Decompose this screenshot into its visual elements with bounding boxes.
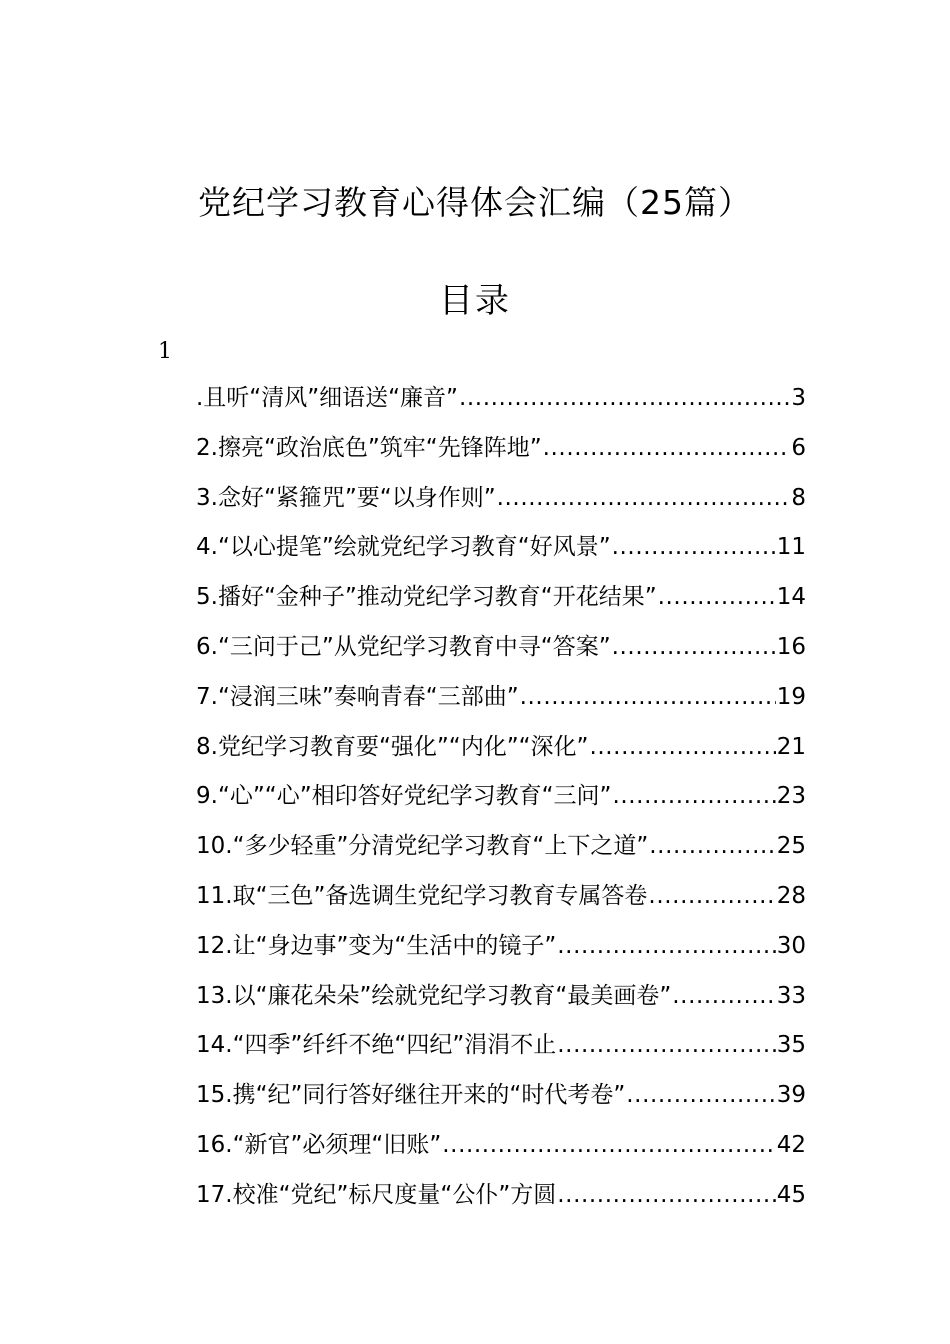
toc-entry-title: 14.“四季”纤纤不绝“四纪”涓涓不止 (196, 1032, 557, 1059)
toc-leader-dots (648, 872, 775, 922)
toc-entry[interactable] (196, 922, 806, 972)
toc-entry-page-number: 30 (776, 932, 806, 959)
toc-entry-title: 7.“浸润三味”奏响青春“三部曲” (196, 683, 519, 710)
toc-leader-dots (557, 922, 775, 972)
toc-entry-title: 6.“三问于己”从党纪学习教育中寻“答案” (196, 633, 611, 660)
toc-entry-page-number: 21 (776, 733, 806, 760)
toc-leader-dots (497, 474, 791, 524)
toc-entry-page-number: 3 (791, 385, 806, 411)
toc-entry-title: 9.“心”“心”相印答好党纪学习教育“三问” (196, 783, 612, 810)
toc-leader-dots (442, 1121, 775, 1171)
toc-entry-title: 10.“多少轻重”分清党纪学习教育“上下之道” (196, 833, 649, 860)
toc-entry[interactable] (196, 673, 806, 723)
toc-heading: 目录 (439, 281, 511, 321)
toc-leader-dots (557, 1171, 775, 1221)
toc-entry-page-number: 33 (776, 982, 806, 1009)
toc-entry[interactable] (196, 1121, 806, 1171)
toc-entry[interactable] (196, 1171, 806, 1221)
toc-leader-dots (520, 673, 776, 723)
toc-entry[interactable] (196, 872, 806, 922)
toc-leader-dots (589, 723, 775, 773)
toc-entry-title: 8.党纪学习教育要“强化”“内化”“深化” (196, 733, 589, 760)
toc-entry-page-number: 16 (776, 633, 806, 660)
toc-leader-dots (612, 772, 775, 822)
toc-entry-title: .且听“清风”细语送“廉音” (196, 385, 458, 411)
toc-entry[interactable] (196, 822, 806, 872)
toc-leader-dots (626, 1071, 775, 1121)
toc-leader-dots (543, 424, 791, 474)
toc-entry-page-number: 45 (776, 1181, 806, 1208)
page-marker: 1 (158, 339, 172, 364)
toc-entry-title: 4.“以心提笔”绘就党纪学习教育“好风景” (196, 534, 611, 561)
toc-entry-page-number: 39 (776, 1082, 806, 1109)
toc-entry[interactable] (196, 972, 806, 1022)
toc-entry[interactable] (196, 523, 806, 573)
toc-entry[interactable] (196, 424, 806, 474)
toc-entry-title: 17.校准“党纪”标尺度量“公仆”方圆 (196, 1181, 557, 1208)
toc-entry-page-number: 11 (776, 534, 806, 561)
toc-list (196, 374, 806, 1221)
toc-entry-title: 3.念好“紧箍咒”要“以身作则” (196, 484, 496, 511)
toc-entry[interactable] (196, 573, 806, 623)
toc-entry-title: 11.取“三色”备选调生党纪学习教育专属答卷 (196, 882, 648, 909)
toc-entry-page-number: 28 (776, 882, 806, 909)
toc-entry[interactable] (196, 474, 806, 524)
document-title: 党纪学习教育心得体会汇编（25篇） (198, 183, 752, 222)
toc-entry[interactable] (196, 1071, 806, 1121)
toc-entry-page-number: 25 (776, 833, 806, 860)
toc-entry[interactable] (196, 374, 806, 424)
toc-entry-page-number: 42 (776, 1131, 806, 1158)
toc-entry-title: 12.让“身边事”变为“生活中的镜子” (196, 932, 557, 959)
toc-entry-title: 13.以“廉花朵朵”绘就党纪学习教育“最美画卷” (196, 982, 672, 1009)
toc-entry-page-number: 8 (791, 484, 806, 511)
toc-entry-title: 5.播好“金种子”推动党纪学习教育“开花结果” (196, 584, 657, 611)
toc-entry-page-number: 19 (776, 683, 806, 710)
toc-entry[interactable] (196, 1021, 806, 1071)
toc-entry-page-number: 35 (776, 1032, 806, 1059)
toc-leader-dots (612, 523, 776, 573)
toc-entry[interactable] (196, 772, 806, 822)
toc-entry-page-number: 23 (776, 783, 806, 810)
toc-leader-dots (612, 623, 776, 673)
toc-entry-page-number: 6 (791, 434, 806, 461)
toc-leader-dots (459, 374, 790, 424)
toc-leader-dots (658, 573, 776, 623)
toc-entry[interactable] (196, 623, 806, 673)
toc-entry[interactable] (196, 723, 806, 773)
toc-entry-title: 16.“新官”必须理“旧账” (196, 1131, 442, 1158)
toc-leader-dots (557, 1021, 775, 1071)
toc-entry-title: 15.携“纪”同行答好继往开来的“时代考卷” (196, 1082, 626, 1109)
toc-entry-page-number: 14 (776, 584, 806, 611)
toc-leader-dots (672, 972, 775, 1022)
toc-leader-dots (649, 822, 775, 872)
toc-entry-title: 2.擦亮“政治底色”筑牢“先锋阵地” (196, 434, 542, 461)
